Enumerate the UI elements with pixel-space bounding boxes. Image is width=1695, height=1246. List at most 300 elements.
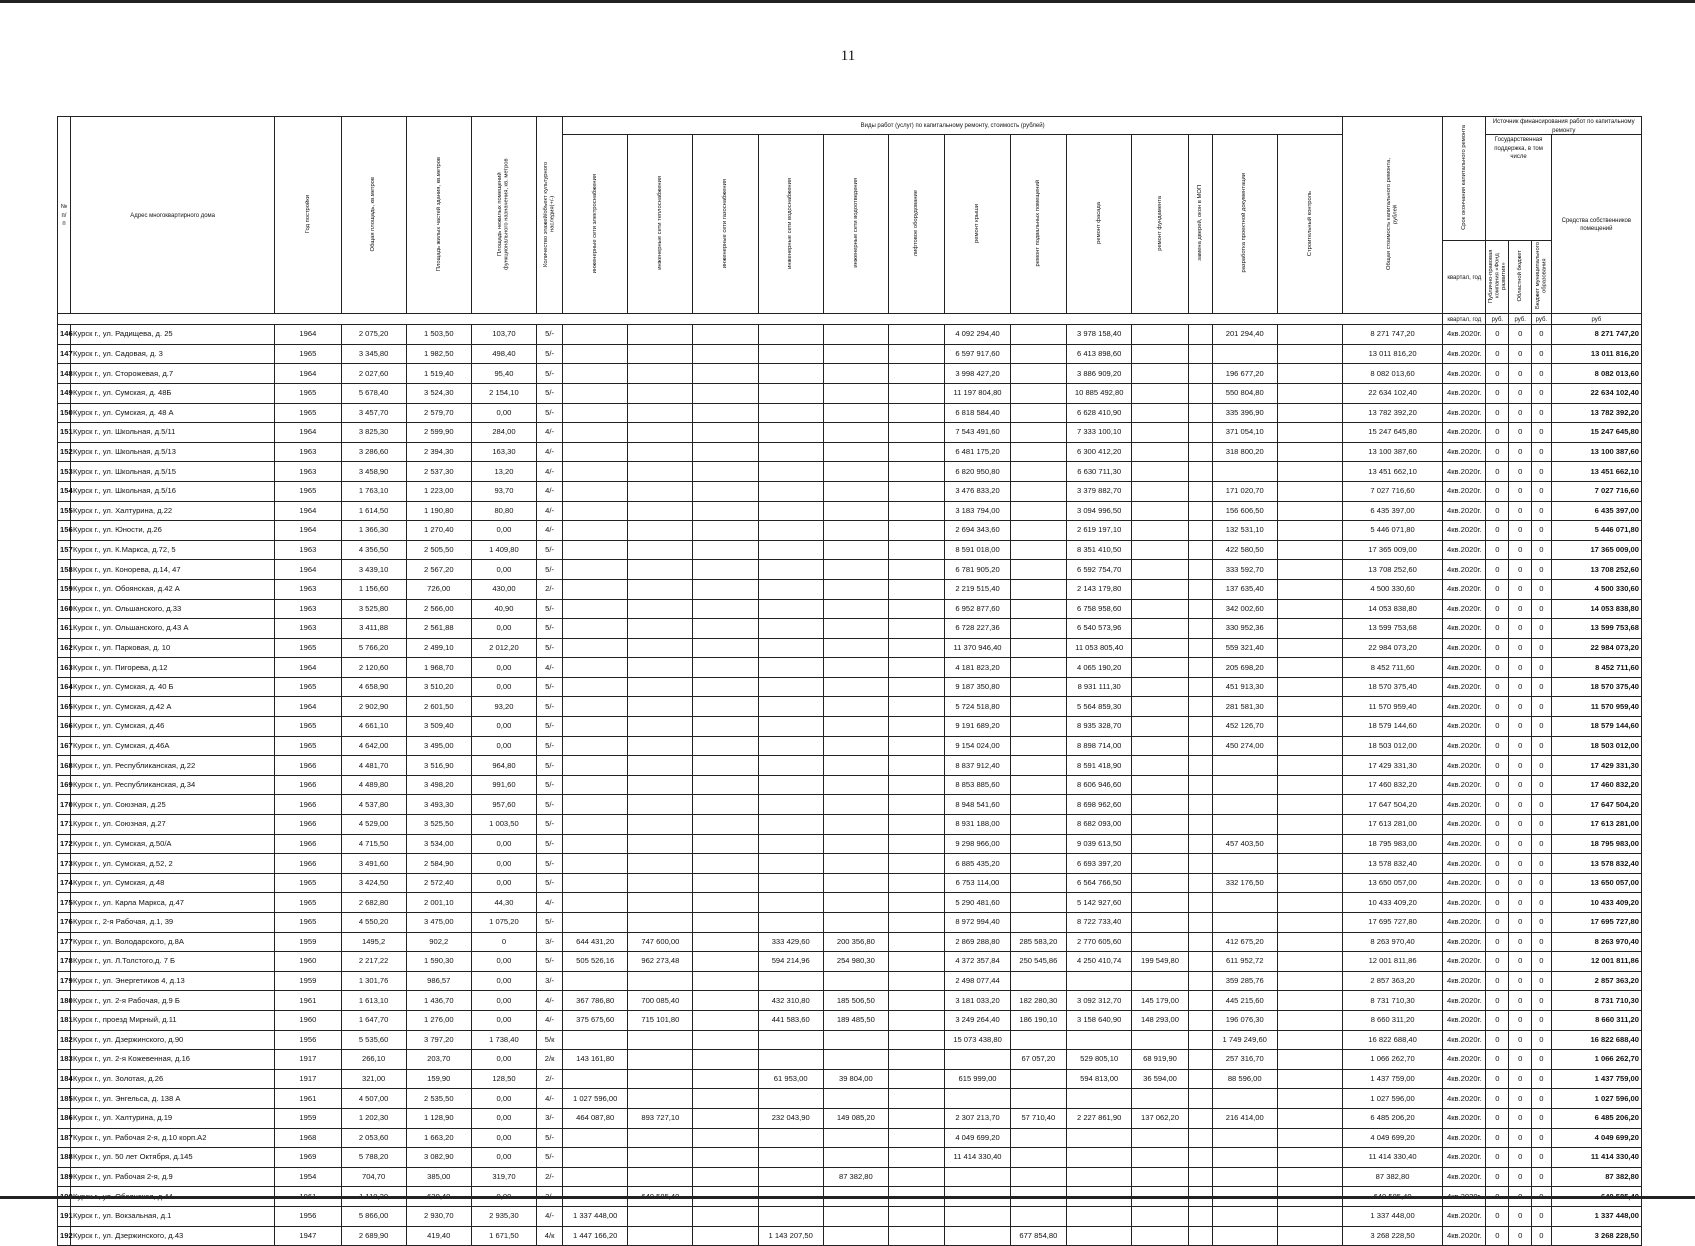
table-row bbox=[58, 736, 1642, 756]
row-nonres-area: 163,30 bbox=[471, 442, 536, 462]
row-work-cost bbox=[823, 834, 888, 854]
row-work-cost: 8 972 994,40 bbox=[945, 913, 1010, 933]
row-living-area: 2 561,88 bbox=[406, 619, 471, 639]
row-work-cost bbox=[693, 1089, 758, 1109]
row-work-cost: 88 596,00 bbox=[1212, 1069, 1277, 1089]
row-work-cost bbox=[563, 1030, 628, 1050]
row-work-cost: 2 227 861,90 bbox=[1067, 1108, 1132, 1128]
row-work-cost: 145 179,00 bbox=[1132, 991, 1188, 1011]
row-work-cost bbox=[1010, 579, 1066, 599]
row-work-cost bbox=[823, 599, 888, 619]
row-number: 185 bbox=[58, 1089, 71, 1109]
header-deadline-unit: квартал, год bbox=[1443, 241, 1486, 314]
row-work-cost bbox=[693, 619, 758, 639]
row-work-cost bbox=[823, 854, 888, 874]
row-deadline: 4кв.2020г. bbox=[1443, 1050, 1486, 1070]
row-work-cost: 137 635,40 bbox=[1212, 579, 1277, 599]
row-src-regional: 0 bbox=[1509, 1206, 1532, 1226]
row-living-area: 1 503,50 bbox=[406, 325, 471, 345]
row-total-area: 3 286,60 bbox=[341, 442, 406, 462]
row-work-cost bbox=[628, 1167, 693, 1187]
row-address: Курск г., ул. Халтурина, д.19 bbox=[71, 1108, 275, 1128]
row-deadline: 4кв.2020г. bbox=[1443, 638, 1486, 658]
row-work-cost: 6 728 227,36 bbox=[945, 619, 1010, 639]
row-nonres-area: 1 738,40 bbox=[471, 1030, 536, 1050]
row-deadline: 4кв.2020г. bbox=[1443, 1128, 1486, 1148]
row-work-cost bbox=[1277, 893, 1342, 913]
row-work-cost bbox=[1212, 893, 1277, 913]
row-work-cost bbox=[1212, 795, 1277, 815]
row-work-cost bbox=[1010, 442, 1066, 462]
row-work-cost bbox=[1277, 560, 1342, 580]
row-work-cost: 4 181 823,20 bbox=[945, 658, 1010, 678]
row-work-cost bbox=[823, 756, 888, 776]
row-work-cost bbox=[628, 775, 693, 795]
row-year: 1964 bbox=[275, 560, 341, 580]
row-src-fund: 0 bbox=[1486, 756, 1509, 776]
row-src-municipal: 0 bbox=[1532, 1089, 1552, 1109]
row-deadline: 4кв.2020г. bbox=[1443, 481, 1486, 501]
row-work-cost: 6 818 584,40 bbox=[945, 403, 1010, 423]
row-src-regional: 0 bbox=[1509, 1050, 1532, 1070]
row-living-area: 3 510,20 bbox=[406, 677, 471, 697]
row-work-cost: 8 591 018,00 bbox=[945, 540, 1010, 560]
table-row bbox=[58, 756, 1642, 776]
row-src-owners: 7 027 716,60 bbox=[1551, 481, 1641, 501]
row-work-cost bbox=[888, 932, 944, 952]
row-work-cost: 149 085,20 bbox=[823, 1108, 888, 1128]
row-living-area: 2 535,50 bbox=[406, 1089, 471, 1109]
table-row bbox=[58, 579, 1642, 599]
row-work-cost: 3 476 833,20 bbox=[945, 481, 1010, 501]
row-work-cost bbox=[1067, 1030, 1132, 1050]
row-src-municipal: 0 bbox=[1532, 1148, 1552, 1168]
row-work-cost bbox=[693, 677, 758, 697]
row-work-cost: 457 403,50 bbox=[1212, 834, 1277, 854]
row-total-cost: 16 822 688,40 bbox=[1343, 1030, 1443, 1050]
row-work-cost: 8 935 328,70 bbox=[1067, 717, 1132, 737]
row-address: Курск г., ул. Сумская, д.46А bbox=[71, 736, 275, 756]
row-floors: 4/- bbox=[537, 1089, 563, 1109]
row-total-cost: 8 271 747,20 bbox=[1343, 325, 1443, 345]
header-work-electric: инженерные сети электроснабжения bbox=[563, 135, 628, 314]
row-work-cost bbox=[628, 364, 693, 384]
row-floors: 2/к bbox=[537, 1050, 563, 1070]
row-src-fund: 0 bbox=[1486, 325, 1509, 345]
table-row bbox=[58, 383, 1642, 403]
row-src-fund: 0 bbox=[1486, 619, 1509, 639]
table-row bbox=[58, 481, 1642, 501]
row-src-owners: 11 414 330,40 bbox=[1551, 1148, 1641, 1168]
table-row bbox=[58, 834, 1642, 854]
row-src-owners: 8 660 311,20 bbox=[1551, 1010, 1641, 1030]
row-work-cost bbox=[1277, 383, 1342, 403]
row-work-cost bbox=[758, 619, 823, 639]
row-work-cost bbox=[888, 325, 944, 345]
row-src-municipal: 0 bbox=[1532, 364, 1552, 384]
row-living-area: 2 567,20 bbox=[406, 560, 471, 580]
row-work-cost bbox=[563, 501, 628, 521]
row-work-cost bbox=[1277, 913, 1342, 933]
row-living-area: 2 001,10 bbox=[406, 893, 471, 913]
row-work-cost bbox=[1212, 756, 1277, 776]
table-row bbox=[58, 325, 1642, 345]
row-total-cost: 3 268 228,50 bbox=[1343, 1226, 1443, 1246]
row-src-owners: 18 503 012,00 bbox=[1551, 736, 1641, 756]
row-src-municipal: 0 bbox=[1532, 658, 1552, 678]
row-number: 188 bbox=[58, 1148, 71, 1168]
row-total-cost: 14 053 838,80 bbox=[1343, 599, 1443, 619]
row-work-cost bbox=[693, 1050, 758, 1070]
row-work-cost bbox=[888, 442, 944, 462]
row-work-cost bbox=[1277, 697, 1342, 717]
table-row bbox=[58, 599, 1642, 619]
row-src-municipal: 0 bbox=[1532, 854, 1552, 874]
row-work-cost: 15 073 438,80 bbox=[945, 1030, 1010, 1050]
row-floors: 5/- bbox=[537, 795, 563, 815]
row-work-cost bbox=[1277, 1167, 1342, 1187]
row-work-cost bbox=[888, 893, 944, 913]
table-row bbox=[58, 1030, 1642, 1050]
row-nonres-area: 0,00 bbox=[471, 736, 536, 756]
row-work-cost: 6 481 175,20 bbox=[945, 442, 1010, 462]
row-work-cost bbox=[628, 697, 693, 717]
row-total-cost: 17 460 832,20 bbox=[1343, 775, 1443, 795]
row-nonres-area: 1 075,20 bbox=[471, 913, 536, 933]
row-address: Курск г., ул. Сумская, д.48 bbox=[71, 873, 275, 893]
row-src-municipal: 0 bbox=[1532, 619, 1552, 639]
row-nonres-area: 80,80 bbox=[471, 501, 536, 521]
row-year: 1963 bbox=[275, 540, 341, 560]
row-work-cost bbox=[1067, 1167, 1132, 1187]
row-floors: 5/- bbox=[537, 952, 563, 972]
row-work-cost bbox=[1277, 952, 1342, 972]
row-work-cost bbox=[1277, 599, 1342, 619]
row-deadline: 4кв.2020г. bbox=[1443, 1206, 1486, 1226]
row-living-area: 986,57 bbox=[406, 971, 471, 991]
row-work-cost: 257 316,70 bbox=[1212, 1050, 1277, 1070]
header-sources-group: Источник финансирования работ по капитальному ремонту bbox=[1486, 117, 1642, 135]
row-address: Курск г., ул. Школьная, д.5/16 bbox=[71, 481, 275, 501]
row-work-cost bbox=[888, 658, 944, 678]
row-work-cost bbox=[758, 834, 823, 854]
row-work-cost bbox=[1188, 854, 1212, 874]
row-deadline: 4кв.2020г. bbox=[1443, 717, 1486, 737]
row-work-cost bbox=[758, 364, 823, 384]
row-work-cost: 8 722 733,40 bbox=[1067, 913, 1132, 933]
row-work-cost: 2 307 213,70 bbox=[945, 1108, 1010, 1128]
row-src-fund: 0 bbox=[1486, 1167, 1509, 1187]
row-src-owners: 13 708 252,60 bbox=[1551, 560, 1641, 580]
row-work-cost bbox=[1188, 1010, 1212, 1030]
row-work-cost bbox=[1010, 677, 1066, 697]
row-work-cost: 550 804,80 bbox=[1212, 383, 1277, 403]
row-living-area: 3 498,20 bbox=[406, 775, 471, 795]
row-work-cost bbox=[693, 1226, 758, 1246]
table-row bbox=[58, 873, 1642, 893]
row-work-cost bbox=[1010, 1148, 1066, 1168]
row-work-cost: 9 298 966,00 bbox=[945, 834, 1010, 854]
row-total-cost: 7 027 716,60 bbox=[1343, 481, 1443, 501]
row-address: Курск г., ул. 2-я Рабочая, д.9 Б bbox=[71, 991, 275, 1011]
row-year: 1964 bbox=[275, 501, 341, 521]
row-work-cost bbox=[693, 697, 758, 717]
row-address: Курск г., ул. Сторожевая, д.7 bbox=[71, 364, 275, 384]
row-work-cost: 4 065 190,20 bbox=[1067, 658, 1132, 678]
row-work-cost bbox=[758, 638, 823, 658]
row-total-area: 1 366,30 bbox=[341, 521, 406, 541]
row-address: Курск г., ул. Юности, д.26 bbox=[71, 521, 275, 541]
row-src-regional: 0 bbox=[1509, 697, 1532, 717]
row-work-cost: 5 564 859,30 bbox=[1067, 697, 1132, 717]
row-deadline: 4кв.2020г. bbox=[1443, 795, 1486, 815]
row-work-cost: 182 280,30 bbox=[1010, 991, 1066, 1011]
row-number: 179 bbox=[58, 971, 71, 991]
row-living-area: 159,90 bbox=[406, 1069, 471, 1089]
row-work-cost bbox=[693, 364, 758, 384]
row-number: 168 bbox=[58, 756, 71, 776]
row-work-cost bbox=[1277, 1010, 1342, 1030]
row-work-cost bbox=[1010, 325, 1066, 345]
row-work-cost bbox=[628, 344, 693, 364]
row-nonres-area: 2 154,10 bbox=[471, 383, 536, 403]
row-src-owners: 8 452 711,60 bbox=[1551, 658, 1641, 678]
row-nonres-area: 0,00 bbox=[471, 1128, 536, 1148]
row-work-cost bbox=[693, 540, 758, 560]
row-work-cost: 8 898 714,00 bbox=[1067, 736, 1132, 756]
row-floors: 4/- bbox=[537, 893, 563, 913]
row-work-cost: 700 085,40 bbox=[628, 991, 693, 1011]
row-work-cost bbox=[758, 325, 823, 345]
row-work-cost bbox=[823, 1128, 888, 1148]
row-work-cost bbox=[1132, 383, 1188, 403]
row-number: 161 bbox=[58, 619, 71, 639]
row-floors: 5/- bbox=[537, 873, 563, 893]
row-work-cost: 4 092 294,40 bbox=[945, 325, 1010, 345]
row-work-cost bbox=[1132, 560, 1188, 580]
row-src-owners: 8 731 710,30 bbox=[1551, 991, 1641, 1011]
row-work-cost: 199 549,80 bbox=[1132, 952, 1188, 972]
row-work-cost: 451 913,30 bbox=[1212, 677, 1277, 697]
row-work-cost bbox=[1277, 677, 1342, 697]
row-number: 172 bbox=[58, 834, 71, 854]
row-address: Курск г., ул. Сумская, д. 40 Б bbox=[71, 677, 275, 697]
row-work-cost bbox=[1188, 932, 1212, 952]
row-deadline: 4кв.2020г. bbox=[1443, 403, 1486, 423]
row-floors: 5/- bbox=[537, 854, 563, 874]
row-work-cost bbox=[563, 717, 628, 737]
row-work-cost bbox=[888, 815, 944, 835]
table-row bbox=[58, 403, 1642, 423]
row-work-cost bbox=[693, 775, 758, 795]
header-work-facade: ремонт фасада bbox=[1067, 135, 1132, 314]
row-total-cost: 13 100 387,60 bbox=[1343, 442, 1443, 462]
row-work-cost bbox=[823, 717, 888, 737]
row-nonres-area: 0,00 bbox=[471, 658, 536, 678]
row-work-cost bbox=[1188, 442, 1212, 462]
row-src-regional: 0 bbox=[1509, 775, 1532, 795]
table-row bbox=[58, 658, 1642, 678]
row-work-cost bbox=[628, 717, 693, 737]
row-work-cost bbox=[758, 893, 823, 913]
row-work-cost bbox=[1132, 1128, 1188, 1148]
row-living-area: 3 475,00 bbox=[406, 913, 471, 933]
row-src-fund: 0 bbox=[1486, 1030, 1509, 1050]
row-src-municipal: 0 bbox=[1532, 834, 1552, 854]
row-work-cost bbox=[1010, 717, 1066, 737]
row-work-cost bbox=[628, 756, 693, 776]
row-work-cost: 232 043,90 bbox=[758, 1108, 823, 1128]
row-number: 171 bbox=[58, 815, 71, 835]
row-work-cost bbox=[945, 1226, 1010, 1246]
table-row bbox=[58, 619, 1642, 639]
row-living-area: 2 579,70 bbox=[406, 403, 471, 423]
row-year: 1961 bbox=[275, 991, 341, 1011]
row-src-fund: 0 bbox=[1486, 638, 1509, 658]
row-src-fund: 0 bbox=[1486, 893, 1509, 913]
row-work-cost bbox=[1010, 795, 1066, 815]
row-deadline: 4кв.2020г. bbox=[1443, 423, 1486, 443]
row-src-fund: 0 bbox=[1486, 540, 1509, 560]
row-total-cost: 17 647 504,20 bbox=[1343, 795, 1443, 815]
row-work-cost bbox=[888, 952, 944, 972]
header-work-control: Строительный контроль bbox=[1277, 135, 1342, 314]
row-work-cost bbox=[693, 893, 758, 913]
row-work-cost bbox=[1212, 913, 1277, 933]
row-work-cost bbox=[1188, 599, 1212, 619]
row-year: 1963 bbox=[275, 462, 341, 482]
row-work-cost: 148 293,00 bbox=[1132, 1010, 1188, 1030]
row-work-cost bbox=[823, 1148, 888, 1168]
row-src-regional: 0 bbox=[1509, 540, 1532, 560]
row-work-cost bbox=[1132, 756, 1188, 776]
row-work-cost bbox=[1188, 1128, 1212, 1148]
row-work-cost bbox=[1132, 913, 1188, 933]
row-work-cost bbox=[823, 501, 888, 521]
row-src-fund: 0 bbox=[1486, 481, 1509, 501]
row-work-cost: 3 092 312,70 bbox=[1067, 991, 1132, 1011]
row-work-cost: 5 142 927,60 bbox=[1067, 893, 1132, 913]
row-src-regional: 0 bbox=[1509, 1030, 1532, 1050]
row-work-cost bbox=[1010, 834, 1066, 854]
row-work-cost bbox=[1277, 1089, 1342, 1109]
row-number: 146 bbox=[58, 325, 71, 345]
row-total-area: 3 491,60 bbox=[341, 854, 406, 874]
row-src-owners: 1 066 262,70 bbox=[1551, 1050, 1641, 1070]
row-work-cost bbox=[1132, 854, 1188, 874]
row-work-cost bbox=[1188, 364, 1212, 384]
row-total-cost: 1 066 262,70 bbox=[1343, 1050, 1443, 1070]
row-living-area: 3 534,00 bbox=[406, 834, 471, 854]
row-work-cost bbox=[823, 1089, 888, 1109]
row-work-cost bbox=[1188, 1167, 1212, 1187]
row-src-regional: 0 bbox=[1509, 1069, 1532, 1089]
row-number: 167 bbox=[58, 736, 71, 756]
row-deadline: 4кв.2020г. bbox=[1443, 991, 1486, 1011]
row-work-cost bbox=[693, 344, 758, 364]
row-work-cost bbox=[758, 1030, 823, 1050]
row-work-cost bbox=[1132, 1206, 1188, 1226]
row-work-cost: 156 606,50 bbox=[1212, 501, 1277, 521]
row-src-fund: 0 bbox=[1486, 423, 1509, 443]
row-src-owners: 22 634 102,40 bbox=[1551, 383, 1641, 403]
row-work-cost bbox=[758, 795, 823, 815]
row-work-cost bbox=[628, 1050, 693, 1070]
row-year: 1966 bbox=[275, 854, 341, 874]
row-work-cost bbox=[1188, 619, 1212, 639]
row-work-cost bbox=[628, 462, 693, 482]
row-floors: 5/- bbox=[537, 1128, 563, 1148]
row-src-municipal: 0 bbox=[1532, 1167, 1552, 1187]
table-row bbox=[58, 677, 1642, 697]
row-work-cost bbox=[1212, 1167, 1277, 1187]
row-deadline: 4кв.2020г. bbox=[1443, 658, 1486, 678]
row-src-municipal: 0 bbox=[1532, 1108, 1552, 1128]
header-nonres-area: Площадь нежилых помещений функционального назначения, кв. метров bbox=[471, 117, 536, 314]
row-work-cost bbox=[628, 677, 693, 697]
header-address: Адрес многоквартирного дома bbox=[71, 117, 275, 314]
row-total-area: 3 424,50 bbox=[341, 873, 406, 893]
table-row bbox=[58, 795, 1642, 815]
row-total-cost: 18 795 983,00 bbox=[1343, 834, 1443, 854]
row-work-cost: 432 310,80 bbox=[758, 991, 823, 1011]
table-row bbox=[58, 462, 1642, 482]
row-work-cost: 6 592 754,70 bbox=[1067, 560, 1132, 580]
row-src-fund: 0 bbox=[1486, 913, 1509, 933]
row-floors: 5/- bbox=[537, 560, 563, 580]
row-living-area: 3 516,90 bbox=[406, 756, 471, 776]
row-work-cost bbox=[888, 638, 944, 658]
row-work-cost bbox=[758, 1128, 823, 1148]
row-year: 1965 bbox=[275, 344, 341, 364]
row-work-cost bbox=[823, 383, 888, 403]
row-address: Курск г., ул. Школьная, д.5/15 bbox=[71, 462, 275, 482]
row-src-owners: 14 053 838,80 bbox=[1551, 599, 1641, 619]
row-work-cost bbox=[758, 1050, 823, 1070]
row-year: 1965 bbox=[275, 383, 341, 403]
row-nonres-area: 0,00 bbox=[471, 1050, 536, 1070]
row-work-cost bbox=[823, 560, 888, 580]
row-src-regional: 0 bbox=[1509, 638, 1532, 658]
row-work-cost: 8 931 111,30 bbox=[1067, 677, 1132, 697]
row-src-fund: 0 bbox=[1486, 677, 1509, 697]
row-total-area: 2 120,60 bbox=[341, 658, 406, 678]
row-address: Курск г., ул. Пигорева, д.12 bbox=[71, 658, 275, 678]
row-work-cost bbox=[563, 893, 628, 913]
row-work-cost bbox=[1188, 325, 1212, 345]
row-work-cost bbox=[1277, 1206, 1342, 1226]
row-work-cost bbox=[888, 795, 944, 815]
row-work-cost bbox=[1277, 1050, 1342, 1070]
row-work-cost bbox=[888, 873, 944, 893]
row-work-cost: 644 431,20 bbox=[563, 932, 628, 952]
row-total-cost: 18 503 012,00 bbox=[1343, 736, 1443, 756]
row-work-cost bbox=[1010, 364, 1066, 384]
row-work-cost bbox=[888, 677, 944, 697]
row-work-cost bbox=[1132, 638, 1188, 658]
table-row bbox=[58, 364, 1642, 384]
row-living-area: 2 572,40 bbox=[406, 873, 471, 893]
row-work-cost bbox=[693, 325, 758, 345]
row-floors: 5/- bbox=[537, 834, 563, 854]
row-nonres-area: 40,90 bbox=[471, 599, 536, 619]
row-work-cost bbox=[563, 423, 628, 443]
row-year: 1964 bbox=[275, 697, 341, 717]
row-work-cost bbox=[1277, 658, 1342, 678]
row-deadline: 4кв.2020г. bbox=[1443, 599, 1486, 619]
row-work-cost: 68 919,90 bbox=[1132, 1050, 1188, 1070]
row-total-cost: 17 365 009,00 bbox=[1343, 540, 1443, 560]
